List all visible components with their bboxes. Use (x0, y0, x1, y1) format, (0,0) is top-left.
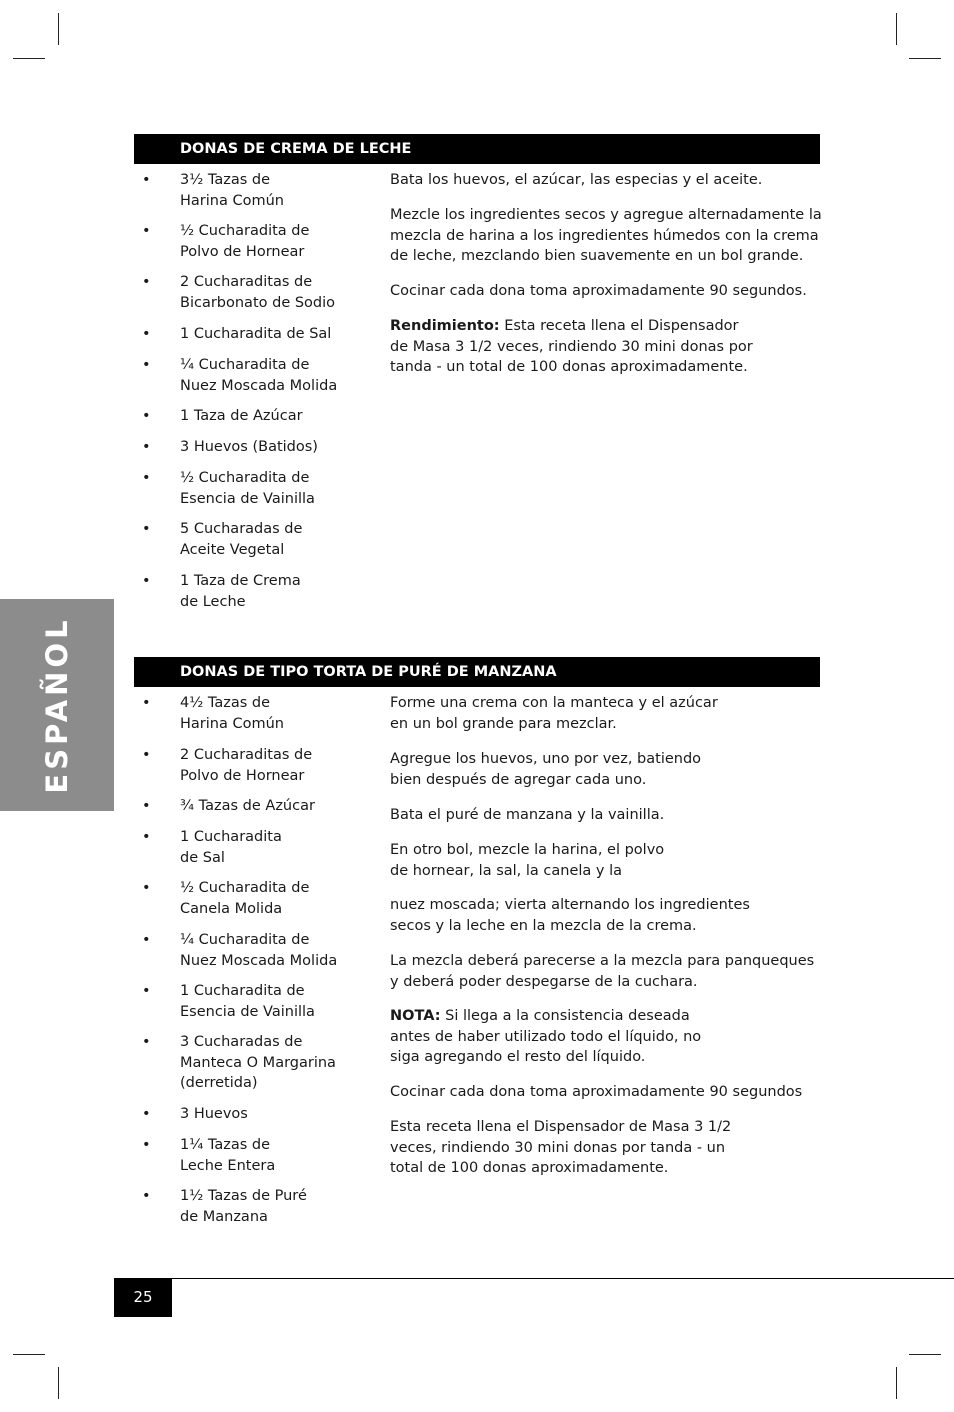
instruction-line: La mezcla deberá parecerse a la mezcla para panqueques (390, 953, 815, 969)
bullet: • (142, 470, 151, 486)
ingredient-item (142, 1104, 380, 1125)
crop-mark (909, 58, 941, 59)
language-tab-label: ESPAÑOL (40, 616, 74, 794)
bullet: • (142, 798, 151, 814)
ingredient-text: (derretida) (180, 1075, 258, 1091)
crop-mark (896, 1367, 897, 1399)
instruction-line: antes de haber utilizado todo el líquido, no (390, 1028, 702, 1045)
ingredient-text: 3 Cucharadas de (180, 1034, 303, 1050)
ingredient-text: Harina Común (180, 192, 284, 209)
instruction-line: de Masa 3 1/2 veces, rindiendo 30 mini donas por (390, 338, 753, 355)
ingredient-text: 1½ Tazas de Puré (180, 1188, 307, 1204)
bullet: • (142, 1034, 151, 1050)
ingredient-text: Leche Entera (180, 1157, 276, 1174)
ingredient-text: 3 Huevos (Batidos) (180, 439, 318, 455)
instruction-line: veces, rindiendo 30 mini donas por tanda - un (390, 1139, 726, 1156)
instruction-line: de hornear, la sal, la canela y la (390, 862, 623, 879)
instruction-line: de leche, mezclando bien suavemente en un bol grande. (390, 248, 804, 264)
ingredient-text: Polvo de Hornear (180, 243, 305, 260)
ingredient-item (142, 272, 380, 313)
ingredient-text: 1 Taza de Crema (180, 573, 301, 589)
instruction-line: bien después de agregar cada uno. (390, 771, 647, 788)
bullet: • (142, 573, 151, 589)
ingredient-item (142, 1135, 380, 1176)
ingredient-item (142, 1186, 380, 1227)
ingredient-text: 1 Cucharadita de Sal (180, 326, 332, 342)
ingredient-text: de Sal (180, 849, 225, 866)
ingredient-text: ½ Cucharadita de (180, 880, 310, 896)
ingredient-text: Nuez Moscada Molida (180, 952, 338, 969)
bullet: • (142, 1188, 151, 1204)
ingredient-text: Esencia de Vainilla (180, 1003, 315, 1020)
note-paragraph (390, 1006, 820, 1068)
bullet: • (142, 1137, 151, 1153)
ingredient-text: ½ Cucharadita de (180, 223, 310, 239)
crop-mark (58, 13, 59, 45)
ingredient-item (142, 981, 380, 1022)
ingredient-text: ½ Cucharadita de (180, 470, 310, 486)
footer-rule (114, 1278, 954, 1279)
ingredient-text: Bicarbonato de Sodio (180, 294, 336, 311)
ingredient-item (142, 406, 380, 427)
ingredient-item (142, 1032, 380, 1094)
bullet: • (142, 829, 151, 845)
instruction-paragraph (390, 1117, 820, 1179)
language-tab (0, 599, 114, 811)
instruction-line: siga agregando el resto del líquido. (390, 1049, 646, 1065)
instruction-line: En otro bol, mezcle la harina, el polvo (390, 842, 665, 858)
instruction-line: Agregue los huevos, uno por vez, batiendo (390, 751, 702, 767)
ingredient-text: Nuez Moscada Molida (180, 377, 338, 394)
bold-label: NOTA: (390, 1008, 441, 1024)
instruction-paragraph (390, 693, 820, 734)
instruction-paragraph (390, 749, 820, 790)
ingredient-text: 2 Cucharaditas de (180, 274, 313, 290)
ingredient-text: 1 Taza de Azúcar (180, 408, 303, 424)
ingredient-text: 1¼ Tazas de (180, 1137, 271, 1153)
ingredient-item (142, 221, 380, 262)
bullet: • (142, 983, 151, 999)
crop-mark (13, 58, 45, 59)
ingredient-item (142, 170, 380, 211)
instruction-line: nuez moscada; vierta alternando los ingredientes (390, 897, 750, 913)
ingredient-item (142, 878, 380, 919)
ingredient-text: Harina Común (180, 715, 284, 732)
instruction-line: mezcla de harina a los ingredientes húmedos con la crema (390, 227, 819, 244)
instruction-line (390, 1006, 820, 1027)
ingredient-text: Manteca O Margarina (180, 1054, 336, 1071)
ingredient-item (142, 437, 380, 458)
instruction-paragraph (390, 281, 820, 302)
ingredient-text: de Manzana (180, 1208, 268, 1225)
bullet: • (142, 1106, 151, 1122)
ingredient-item (142, 324, 380, 345)
instruction-paragraph (390, 840, 820, 881)
bullet: • (142, 274, 151, 290)
ingredient-item (142, 796, 380, 817)
instruction-line: Cocinar cada dona toma aproximadamente 90 segundos (390, 1084, 803, 1100)
ingredient-text: 4½ Tazas de (180, 695, 271, 711)
instruction-line: total de 100 donas aproximadamente. (390, 1160, 669, 1176)
ingredient-item (142, 745, 380, 786)
yield-paragraph (390, 316, 820, 378)
ingredient-item (142, 693, 380, 734)
ingredient-text: 1 Cucharadita (180, 829, 282, 845)
ingredient-text: ¼ Cucharadita de (180, 932, 310, 948)
instruction-line: y deberá poder despegarse de la cuchara. (390, 973, 698, 990)
instruction-line: en un bol grande para mezclar. (390, 715, 617, 732)
ingredient-text: Canela Molida (180, 900, 283, 917)
instruction-line: Forme una crema con la manteca y el azúcar (390, 695, 718, 711)
bullet: • (142, 172, 151, 188)
bullet: • (142, 439, 151, 455)
ingredient-text: ¾ Tazas de Azúcar (180, 798, 315, 814)
bullet: • (142, 521, 151, 537)
bullet: • (142, 880, 151, 896)
instruction-text: Esta receta llena el Dispensador (499, 318, 739, 334)
instruction-line: Esta receta llena el Dispensador de Masa 3 1/2 (390, 1119, 732, 1135)
page-number: 25 (114, 1278, 172, 1317)
ingredient-item (142, 468, 380, 509)
ingredient-text: 5 Cucharadas de (180, 521, 303, 537)
instruction-line: Cocinar cada dona toma aproximadamente 90 segundos. (390, 283, 807, 299)
instruction-line: Mezcle los ingredientes secos y agregue alternadamente la (390, 207, 822, 223)
crop-mark (58, 1367, 59, 1399)
bullet: • (142, 357, 151, 373)
bullet: • (142, 747, 151, 763)
ingredient-text: de Leche (180, 593, 246, 610)
ingredient-item (142, 827, 380, 868)
recipe-2-title: DONAS DE TIPO TORTA DE PURÉ DE MANZANA (134, 657, 820, 687)
instruction-line: Bata el puré de manzana y la vainilla. (390, 807, 665, 823)
instruction-line: Bata los huevos, el azúcar, las especias y el aceite. (390, 172, 763, 188)
ingredient-text: 3 Huevos (180, 1106, 248, 1122)
recipe-1-title: DONAS DE CREMA DE LECHE (134, 134, 820, 164)
ingredient-item (142, 571, 380, 612)
bullet: • (142, 223, 151, 239)
instruction-line (390, 316, 820, 337)
bold-label: Rendimiento: (390, 318, 500, 334)
ingredient-text: Aceite Vegetal (180, 541, 285, 558)
instruction-text: Si llega a la consistencia deseada (440, 1008, 690, 1024)
instruction-line: tanda - un total de 100 donas aproximadamente. (390, 359, 748, 375)
ingredient-item (142, 519, 380, 560)
instruction-paragraph (390, 895, 820, 936)
instruction-line: secos y la leche en la mezcla de la crema. (390, 917, 697, 934)
instruction-paragraph (390, 170, 820, 191)
ingredient-text: 1 Cucharadita de (180, 983, 305, 999)
bullet: • (142, 695, 151, 711)
crop-mark (909, 1354, 941, 1355)
bullet: • (142, 932, 151, 948)
ingredient-text: Polvo de Hornear (180, 767, 305, 784)
crop-mark (896, 13, 897, 45)
instruction-paragraph (390, 1082, 820, 1103)
ingredient-item (142, 355, 380, 396)
crop-mark (13, 1354, 45, 1355)
ingredient-text: ¼ Cucharadita de (180, 357, 310, 373)
ingredient-text: 3½ Tazas de (180, 172, 271, 188)
bullet: • (142, 408, 151, 424)
instruction-paragraph (390, 205, 820, 267)
ingredient-text: Esencia de Vainilla (180, 490, 315, 507)
ingredient-item (142, 930, 380, 971)
bullet: • (142, 326, 151, 342)
ingredient-text: 2 Cucharaditas de (180, 747, 313, 763)
instruction-paragraph (390, 805, 820, 826)
instruction-paragraph (390, 951, 820, 992)
